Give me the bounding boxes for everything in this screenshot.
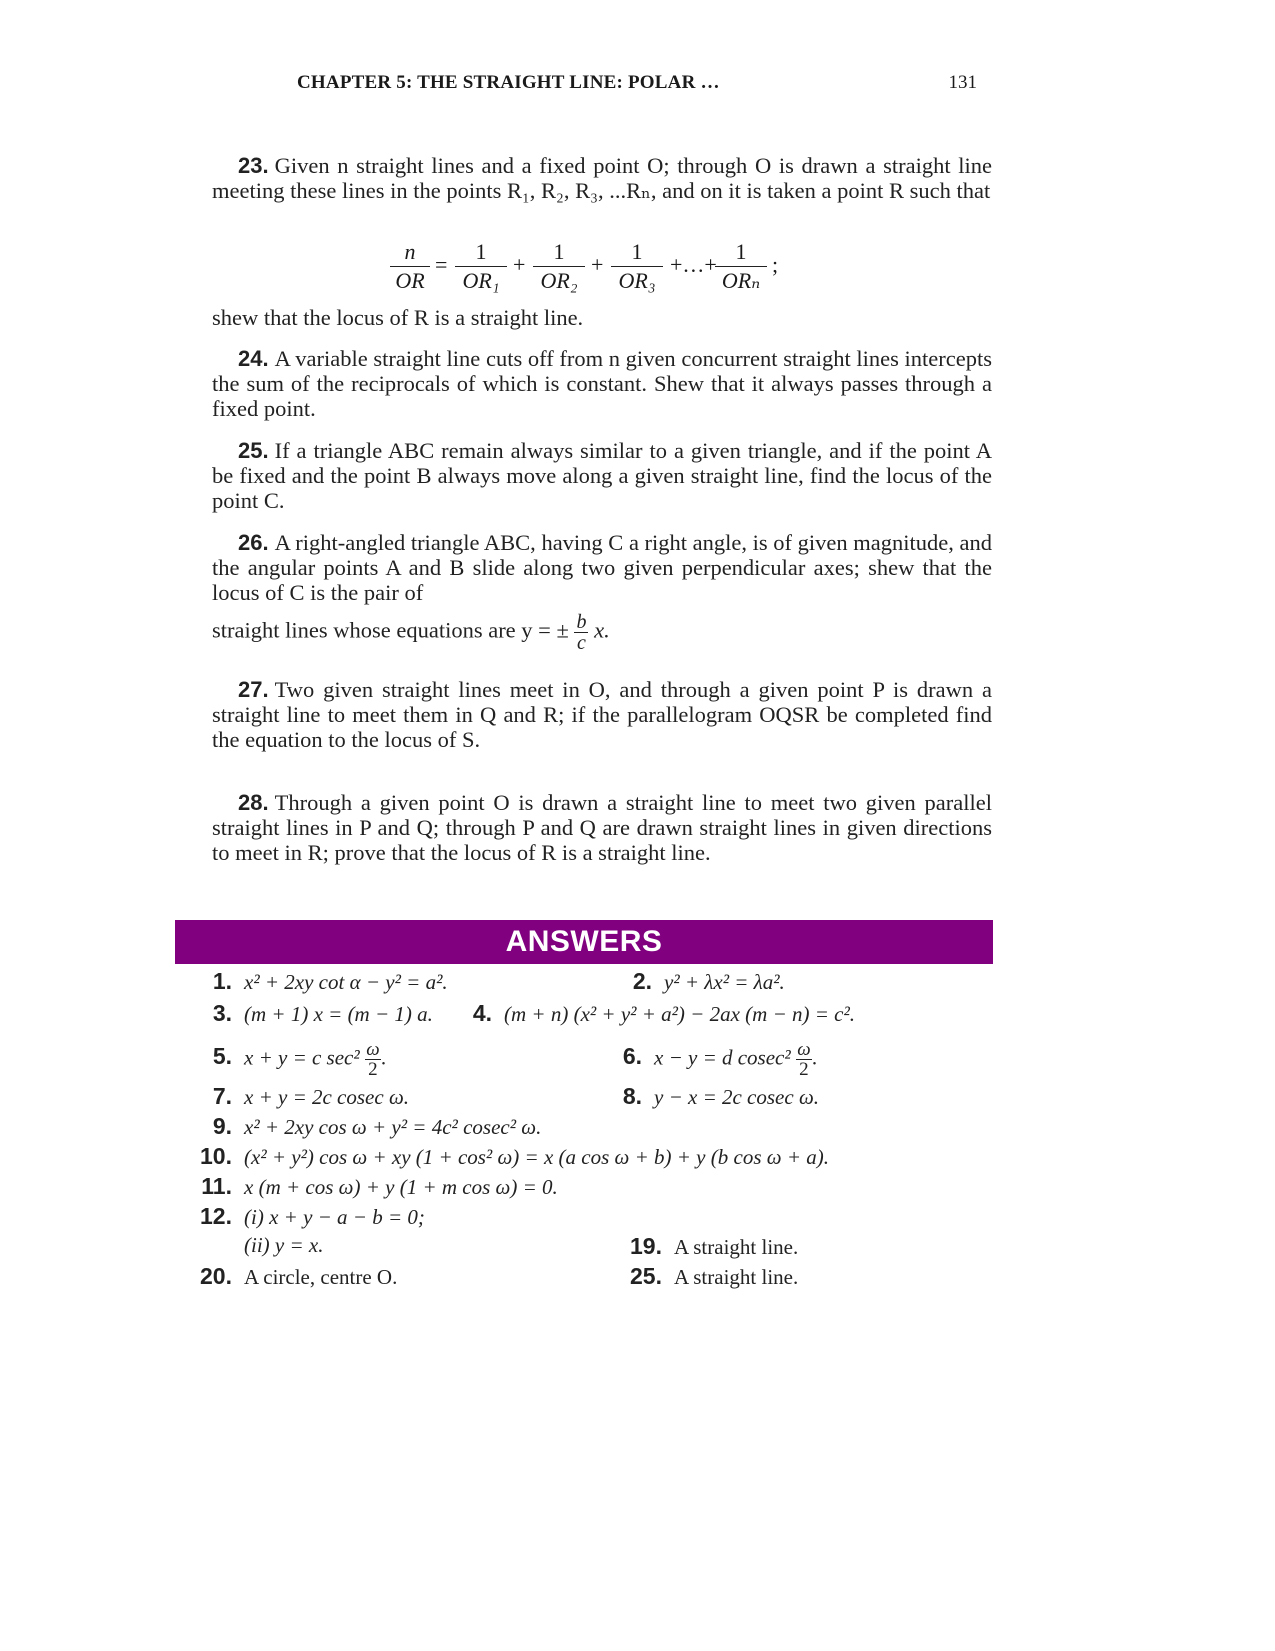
- answer-19: 19. A straight line.: [630, 1233, 799, 1259]
- semicolon: ;: [772, 252, 779, 277]
- answer-4: 4. (m + n) (x² + y² + a²) − 2ax (m − n) = c².: [472, 1000, 856, 1026]
- answer-3: 3. (m + 1) x = (m − 1) a.: [212, 1000, 433, 1026]
- answer-20: 20. A circle, centre O.: [200, 1263, 398, 1289]
- problem-text: If a triangle ABC remain always similar to a given triangle, and if the point A be fixed and the point B always move along a given straight line, find the locus of the point C.: [212, 438, 992, 513]
- answer-12: 12. (i) x + y − a − b = 0;: [200, 1203, 425, 1229]
- equation-term: 1 OR₂: [533, 238, 585, 295]
- problem-24: [212, 346, 992, 421]
- problem-number: 24.: [238, 346, 269, 371]
- equation-term: 1 OR₁: [455, 238, 507, 295]
- answers-heading: ANSWERS: [505, 925, 663, 958]
- problem-27: [212, 677, 992, 752]
- equals-sign: =: [435, 252, 448, 277]
- problem-26: [212, 530, 992, 605]
- problem-text: Given n straight lines and a fixed point O; through O is drawn a straight line meeting these lines in the points R₁, R₂, R₃, ...Rₙ, and on it is taken a point R such that: [212, 153, 992, 203]
- problem-text: Through a given point O is drawn a straight line to meet two given parallel straight lines in P and Q; through P and Q are drawn straight lines in given directions to meet in R; prove that the locus of R is a straight line.: [212, 790, 992, 865]
- answer-5: 5. x + y = c sec² $\frac{\omega}{2}$ .: [212, 1039, 387, 1080]
- answer-2: 2. y² + λx² = λa².: [632, 968, 785, 994]
- equation-lhs: n OR: [390, 238, 430, 295]
- answer-6: 6. x − y = d cosec² $\frac{\omega}{2}$ .: [622, 1039, 818, 1080]
- problem-number: 28.: [238, 790, 269, 815]
- answer-10: 10. (x² + y²) cos ω + xy (1 + cos² ω) = x (a cos ω + b) + y (b cos ω + a).: [200, 1143, 829, 1169]
- fraction-omega-over-2: $\frac{\omega}{2}$: [366, 1039, 380, 1080]
- plus-sign: +: [513, 252, 526, 277]
- answers-banner: [175, 920, 993, 964]
- answer-12-part-ii: (ii) y = x.: [244, 1233, 324, 1257]
- problem-text: Two given straight lines meet in O, and through a given point P is drawn a straight line to meet them in Q and R; if the parallelogram OQSR be completed find the equation to the locus of S.: [212, 677, 992, 752]
- page-number: 131: [948, 72, 977, 93]
- problem-28: [212, 790, 992, 865]
- problem-number: 27.: [238, 677, 269, 702]
- problem-number: 26.: [238, 530, 269, 555]
- problem-23-conclusion: shew that the locus of R is a straight line.: [212, 305, 584, 330]
- problem-23: [212, 153, 992, 203]
- reciprocal-equation: [390, 238, 810, 302]
- answer-11: 11. x (m + cos ω) + y (1 + m cos ω) = 0.: [201, 1173, 558, 1199]
- problem-text: A variable straight line cuts off from n given concurrent straight lines intercepts the sum of the reciprocals of which is constant. Shew that it always passes through a fixed point.: [212, 346, 992, 421]
- answer-8: 8. y − x = 2c cosec ω.: [622, 1083, 820, 1109]
- plus-sign: +: [591, 252, 604, 277]
- problem-number: 23.: [238, 153, 269, 178]
- equation-term: 1 OR₃: [611, 238, 663, 295]
- fraction-b-over-c: $\frac{b}{c}$: [576, 611, 587, 654]
- page-header: [297, 72, 977, 102]
- answer-7: 7. x + y = 2c cosec ω.: [212, 1083, 410, 1109]
- problem-25: [212, 438, 992, 513]
- answer-1: 1. x² + 2xy cot α − y² = a².: [212, 968, 448, 994]
- answer-25: 25. A straight line.: [630, 1263, 799, 1289]
- problem-number: 25.: [238, 438, 269, 463]
- fraction-omega-over-2: $\frac{\omega}{2}$: [797, 1039, 811, 1080]
- problem-text: A right-angled triangle ABC, having C a right angle, is of given magnitude, and the angular points A and B slide along two given perpendicular axes; shew that the locus of C is the pair of: [212, 530, 992, 605]
- chapter-title: CHAPTER 5: THE STRAIGHT LINE: POLAR …: [297, 72, 720, 93]
- answer-9: 9. x² + 2xy cos ω + y² = 4c² cosec² ω.: [212, 1113, 542, 1139]
- problem-26-equation: straight lines whose equations are y = ± $\frac{b}{c}$ x.: [212, 611, 610, 654]
- ellipsis: +…+: [670, 252, 717, 277]
- equation-term: 1 ORₙ: [715, 238, 767, 295]
